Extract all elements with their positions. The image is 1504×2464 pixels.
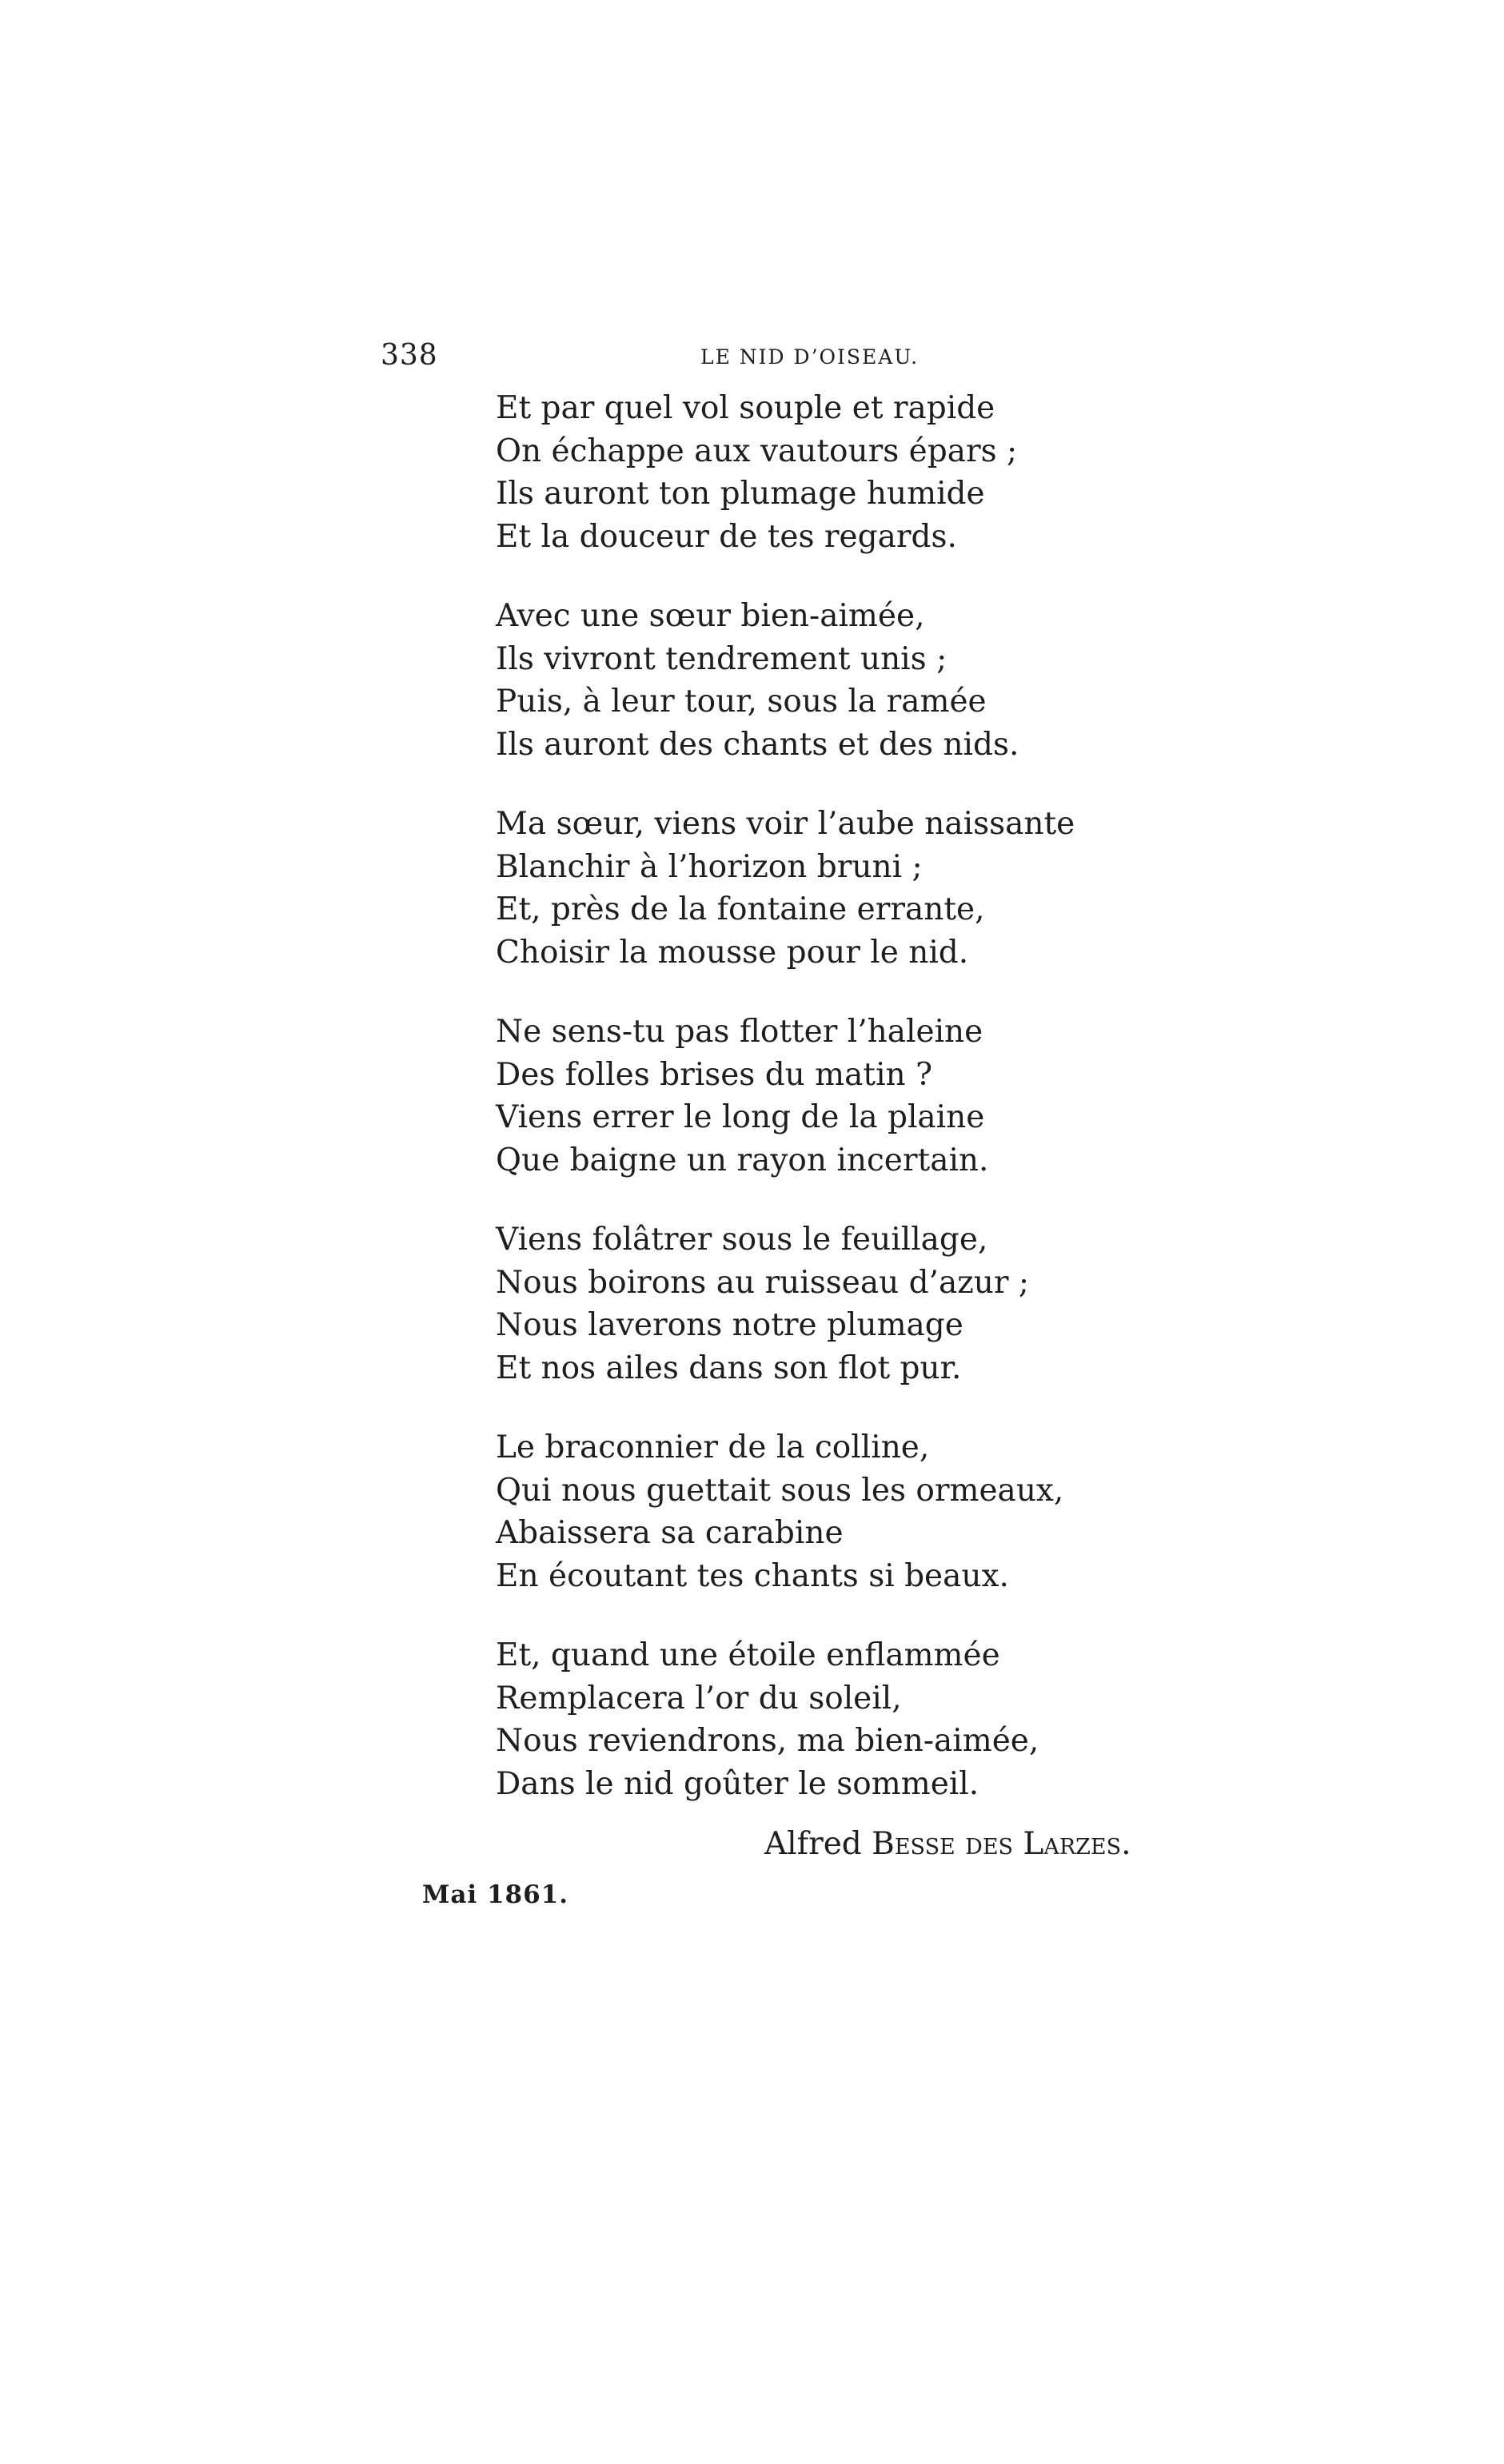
verse-line: Des folles brises du matin ?	[496, 1056, 932, 1093]
verse-line: On échappe aux vautours épars ;	[496, 433, 1018, 469]
verse-line: Ils auront des chants et des nids.	[496, 726, 1019, 763]
verse-line: Ils auront ton plumage humide	[496, 476, 985, 512]
stanza-6	[496, 1426, 1135, 1597]
verse-line: Puis, à leur tour, sous la ramée	[496, 684, 987, 720]
page-number: 338	[381, 339, 438, 372]
stanza-4	[496, 1011, 1135, 1182]
stanza-3	[496, 803, 1135, 974]
running-title: LE NID D’OISEAU.	[700, 345, 920, 369]
stanza-1	[496, 387, 1135, 558]
poem-date: Mai 1861.	[422, 1880, 569, 1909]
verse-line: Qui nous guettait sous les ormeaux,	[496, 1472, 1064, 1509]
verse-line: Nous boirons au ruisseau d’azur ;	[496, 1264, 1030, 1301]
verse-line: Nous reviendrons, ma bien-aimée,	[496, 1723, 1039, 1759]
author-surname: Besse des Larzes.	[872, 1826, 1131, 1862]
poem	[496, 387, 1135, 1842]
verse-line: Que baigne un rayon incertain.	[496, 1142, 989, 1178]
verse-line: Et, quand une étoile enflammée	[496, 1637, 1000, 1673]
author-first-name: Alfred	[764, 1826, 862, 1862]
verse-line: Et par quel vol souple et rapide	[496, 390, 995, 426]
verse-line: Ne sens-tu pas flotter l’haleine	[496, 1014, 983, 1050]
verse-line: Nous laverons notre plumage	[496, 1307, 963, 1343]
verse-line: Abaissera sa carabine	[496, 1515, 844, 1551]
verse-line: Choisir la mousse pour le nid.	[496, 934, 969, 971]
verse-line: Ma sœur, viens voir l’aube naissante	[496, 806, 1075, 842]
verse-line: Et la douceur de tes regards.	[496, 518, 957, 555]
verse-line: Dans le nid goûter le sommeil.	[496, 1765, 979, 1802]
verse-line: Remplacera l’or du soleil,	[496, 1680, 902, 1716]
verse-line: Et nos ailes dans son flot pur.	[496, 1350, 962, 1386]
verse-line: Viens folâtrer sous le feuillage,	[496, 1222, 988, 1258]
author-signature	[764, 1826, 1131, 1862]
verse-line: Ils vivront tendrement unis ;	[496, 640, 947, 677]
verse-line: Avec une sœur bien-aimée,	[496, 598, 925, 634]
stanza-5	[496, 1218, 1135, 1389]
verse-line: En écoutant tes chants si beaux.	[496, 1557, 1009, 1594]
verse-line: Viens errer le long de la plaine	[496, 1099, 985, 1135]
verse-line: Le braconnier de la colline,	[496, 1429, 930, 1465]
verse-line: Et, près de la fontaine errante,	[496, 891, 985, 927]
stanza-2	[496, 595, 1135, 766]
stanza-7	[496, 1634, 1135, 1805]
verse-line: Blanchir à l’horizon bruni ;	[496, 848, 923, 885]
